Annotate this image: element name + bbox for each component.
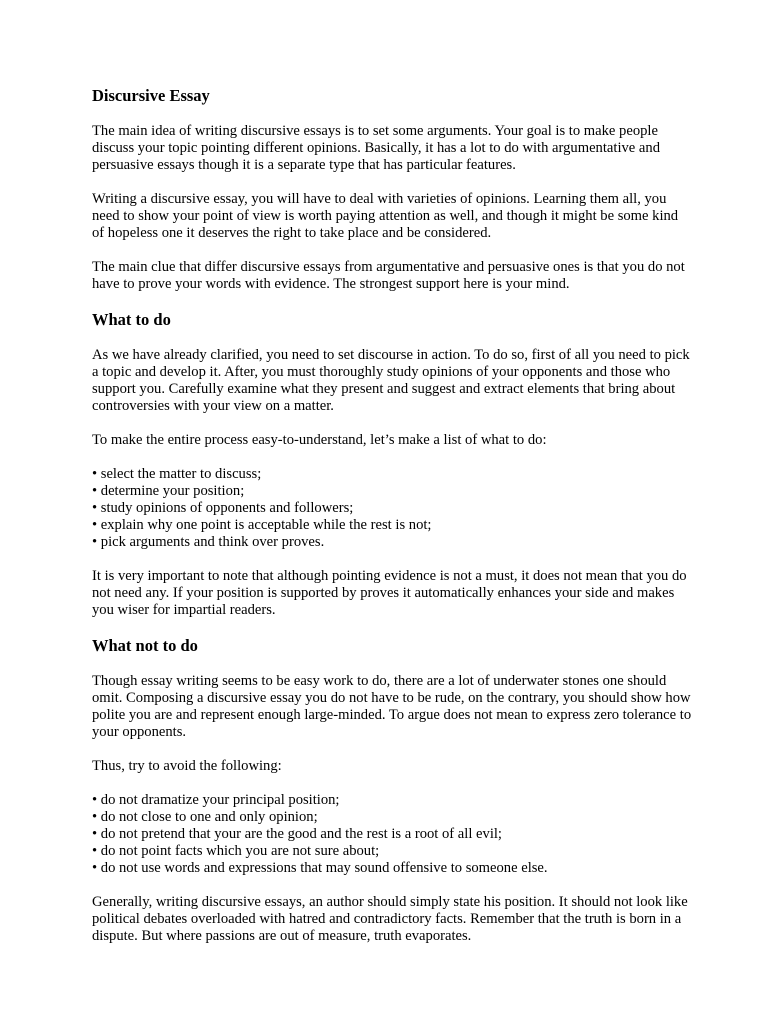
what-to-do-paragraph-1: As we have already clarified, you need to set discourse in action. To do so, first of all you need to pick a topic and develop it. After, you must thoroughly study opinions of your opponents and those who support you. Carefully examine what they present and suggest and extract elements that bring about controversies with your view on a matter. [92, 347, 690, 414]
what-to-do-paragraph-3: It is very important to note that although pointing evidence is not a must, it does not mean that you do not need any. If your position is supported by proves it automatically enhances your side and makes you wiser for impartial readers. [92, 568, 687, 618]
what-to-do-paragraph-2: To make the entire process easy-to-understand, let’s make a list of what to do: [92, 432, 547, 448]
intro-paragraph-2: Writing a discursive essay, you will have to deal with varieties of opinions. Learning them all, you need to show your point of view is worth paying attention as well, and though it might be some kind of hopeless one it deserves the right to take place and be considered. [92, 191, 679, 241]
list-item: • explain why one point is acceptable while the rest is not; [92, 517, 692, 534]
list-item: • select the matter to discuss; [92, 466, 692, 483]
intro-paragraph-3: The main clue that differ discursive essays from argumentative and persuasive ones is that you do not have to prove your words with evidence. The strongest support here is your mind. [92, 259, 685, 292]
intro-paragraph-1: The main idea of writing discursive essays is to set some arguments. Your goal is to make people discuss your topic pointing different opinions. Basically, it has a lot to do with argumentative and persuasive essays though it is a separate type that has particular features. [92, 123, 660, 173]
what-not-to-do-list [92, 792, 692, 877]
list-item: • do not use words and expressions that may sound offensive to someone else. [92, 860, 692, 877]
section-heading-what-not-to-do: What not to do [92, 636, 198, 655]
list-item: • do not close to one and only opinion; [92, 809, 692, 826]
list-item: • do not point facts which you are not sure about; [92, 843, 692, 860]
list-item: • do not dramatize your principal position; [92, 792, 692, 809]
document-title: Discursive Essay [92, 86, 210, 105]
what-to-do-list [92, 466, 692, 551]
document-body [92, 86, 692, 945]
what-not-to-do-paragraph-2: Thus, try to avoid the following: [92, 758, 282, 774]
list-item: • determine your position; [92, 483, 692, 500]
list-item: • study opinions of opponents and followers; [92, 500, 692, 517]
section-heading-what-to-do: What to do [92, 310, 171, 329]
what-not-to-do-paragraph-3: Generally, writing discursive essays, an author should simply state his position. It should not look like political debates overloaded with hatred and contradictory facts. Remember that the truth is born in a dispute. But where passions are out of measure, truth evaporates. [92, 894, 688, 944]
list-item: • pick arguments and think over proves. [92, 534, 692, 551]
list-item: • do not pretend that your are the good and the rest is a root of all evil; [92, 826, 692, 843]
what-not-to-do-paragraph-1: Though essay writing seems to be easy work to do, there are a lot of underwater stones one should omit. Composing a discursive essay you do not have to be rude, on the contrary, you should show how polite you are and represent enough large-minded. To argue does not mean to express zero tolerance to your opponents. [92, 673, 692, 740]
